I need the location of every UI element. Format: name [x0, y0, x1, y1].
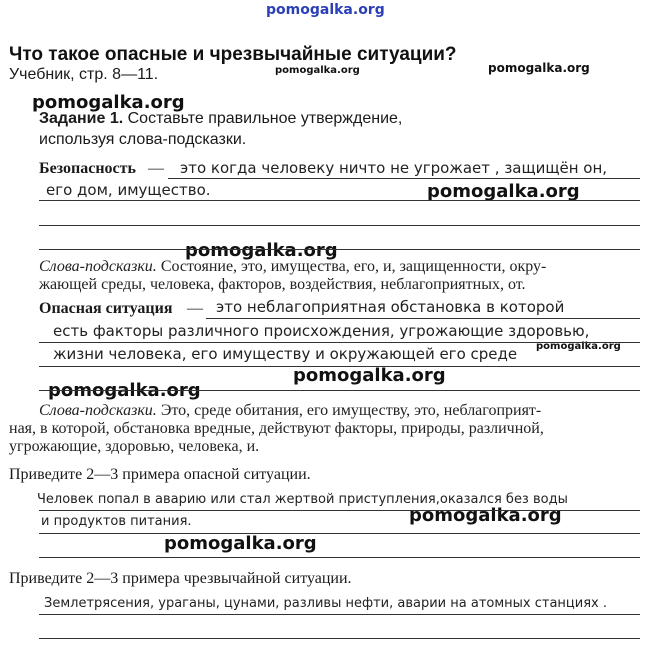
- task-instruction-line-2: используя слова-подсказки.: [39, 131, 247, 148]
- answer-rule: [39, 614, 640, 615]
- watermark: pomogalka.org: [409, 505, 562, 526]
- task-instruction: [39, 110, 402, 128]
- hints-label: Слова-подсказки.: [39, 258, 157, 275]
- watermark: pomogalka.org: [536, 341, 621, 352]
- hints-line-3: угрожающие, здоровью, человека, и.: [9, 438, 260, 455]
- answer-rule: [39, 533, 640, 534]
- answer-rule: [39, 366, 640, 367]
- examples-emergency-answer-line-1: Землетрясения, ураганы, цунами, разливы нефти, аварии на атомных станциях .: [44, 596, 608, 611]
- answer-rule: [39, 342, 640, 343]
- danger-answer-line-1: это неблагоприятная обстановка в которой: [216, 298, 565, 316]
- hints-text: Состояние, это, имущества, его, и, защищенности, окру-: [160, 258, 547, 275]
- hints-text: Это, среде обитания, его имуществу, это, неблагоприят-: [160, 402, 542, 419]
- hints-line-2: жающей среды, человека, факторов, воздействия, неблагоприятных, от.: [39, 276, 526, 293]
- examples-danger-answer-line-1: Человек попал в аварию или стал жертвой приступления,оказался без воды: [37, 492, 568, 507]
- hints-line-1: [39, 258, 546, 276]
- answer-rule: [39, 557, 640, 558]
- examples-danger-prompt: Приведите 2—3 примера опасной ситуации.: [9, 466, 311, 483]
- textbook-reference: Учебник, стр. 8—11.: [9, 66, 159, 83]
- watermark: pomogalka.org: [32, 92, 185, 113]
- answer-rule: [206, 318, 640, 319]
- term-safety: Безопасность: [39, 160, 136, 177]
- watermark: pomogalka.org: [275, 65, 360, 76]
- task-label: Задание 1.: [39, 110, 124, 127]
- watermark: pomogalka.org: [164, 533, 317, 554]
- answer-rule: [39, 638, 640, 639]
- answer-rule: [39, 225, 640, 226]
- watermark: pomogalka.org: [185, 240, 338, 261]
- answer-rule: [168, 178, 640, 179]
- term-dash: —: [148, 160, 164, 177]
- term-danger: Опасная ситуация: [39, 300, 173, 317]
- watermark: pomogalka.org: [293, 365, 446, 386]
- hints-line-1: [39, 402, 541, 420]
- danger-answer-line-3: жизни человека, его имуществу и окружающей его среде: [53, 345, 518, 363]
- answer-rule: [39, 510, 640, 511]
- term-dash: —: [187, 300, 203, 317]
- watermark: pomogalka.org: [427, 181, 580, 202]
- examples-emergency-prompt: Приведите 2—3 примера чрезвычайной ситуации.: [9, 570, 352, 587]
- hints-line-2: ная, в которой, обстановка вредные, действуют факторы, природы, различной,: [9, 420, 544, 437]
- safety-answer-line-2: его дом, имущество.: [46, 181, 211, 199]
- task-instruction-line-1: Составьте правильное утверждение,: [127, 110, 403, 127]
- answer-rule: [39, 249, 640, 250]
- page-title: Что такое опасные и чрезвычайные ситуации?: [9, 44, 457, 65]
- watermark-top: pomogalka.org: [266, 2, 385, 18]
- answer-rule: [39, 390, 640, 391]
- watermark: pomogalka.org: [488, 61, 590, 75]
- answer-rule: [39, 200, 640, 201]
- hints-label: Слова-подсказки.: [39, 402, 157, 419]
- watermark: pomogalka.org: [48, 380, 201, 401]
- examples-danger-answer-line-2: и продуктов питания.: [41, 514, 192, 529]
- danger-answer-line-2: есть факторы различного происхождения, угрожающие здоровью,: [53, 322, 590, 340]
- safety-answer-line-1: это когда человеку ничто не угрожает , защищён он,: [180, 159, 608, 177]
